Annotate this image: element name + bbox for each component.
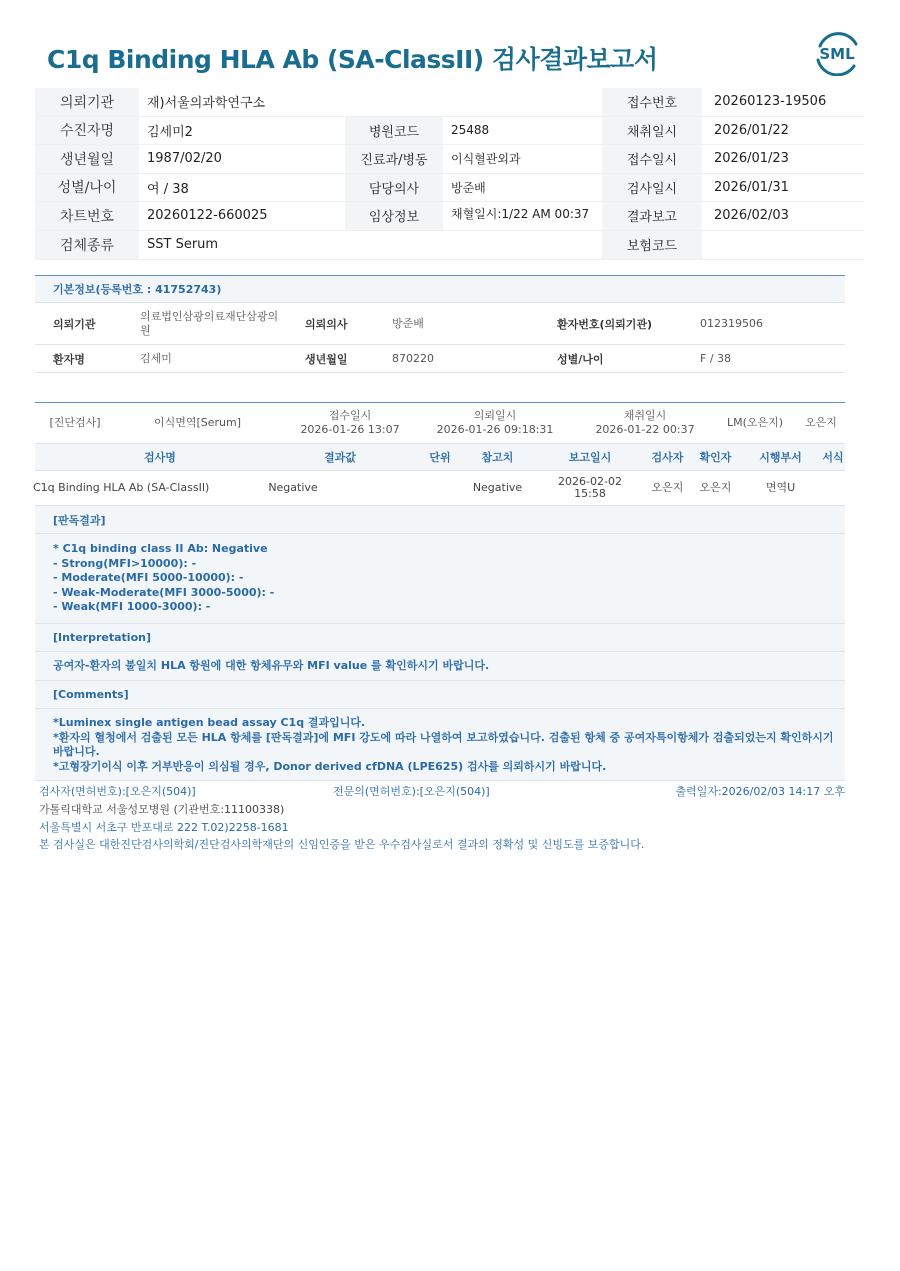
table-row: [35, 471, 845, 506]
interpretation-body: 공여자-환자의 불일치 HLA 항원에 대한 항체유무와 MFI value 를 확인하시기 바랍니다.: [35, 652, 845, 682]
cell-reference: Negative: [472, 481, 523, 494]
header-label: 의뢰기관: [35, 88, 139, 116]
header-label: 채취일시: [602, 117, 702, 145]
footer-tester: 검사자(면허번호):[오은지(504)]: [39, 785, 196, 798]
value-patient-number: 012319506: [700, 316, 763, 330]
basic-info-title: 기본정보(등록번호 : 41752743): [35, 276, 845, 303]
comment-line: *고형장기이식 이후 거부반응이 의심될 경우, Donor derived cfDNA (LPE625) 검사를 의뢰하시기 바랍니다.: [53, 759, 607, 773]
comments-title: [Comments]: [35, 681, 845, 709]
cell-tester: 오은지: [651, 481, 684, 494]
value-sex-age: F / 38: [700, 351, 732, 365]
header-label: 성별/나이: [35, 174, 139, 202]
header-value: 김세미2: [147, 124, 193, 140]
col-unit: 단위: [429, 451, 451, 464]
value-requesting-doctor: 방준배: [392, 316, 424, 330]
value-birthdate: 870220: [392, 351, 434, 365]
col-report-date: 보고일시: [568, 451, 612, 464]
header-info: [35, 88, 864, 260]
header-value: 채혈일시: 1/22 AM 00:37: [451, 207, 590, 221]
footer-specialist: 전문의(면허번호):[오은지(504)]: [333, 785, 490, 798]
header-value: 방준배: [451, 180, 486, 195]
header-value: 1987/02/20: [147, 151, 222, 167]
header-empty: [345, 88, 443, 116]
basic-info: [35, 275, 845, 373]
header-row: [35, 145, 864, 174]
collected-label: 채취일시: [623, 409, 667, 422]
label-birthdate: 생년월일: [305, 352, 348, 366]
report-title: C1q Binding HLA Ab (SA-ClassII) 검사결과보고서: [47, 45, 658, 74]
header-value: [714, 231, 864, 259]
header-label: 생년월일: [35, 145, 139, 173]
reading-line: - Weak(MFI 1000-3000): -: [53, 600, 211, 613]
requested-label: 의뢰일시: [473, 409, 517, 422]
received-datetime: [290, 403, 410, 443]
label-patient-number: 환자번호(의뢰기관): [557, 317, 653, 331]
header-value: 2026/02/03: [714, 208, 789, 224]
value-patient-name: 김세미: [140, 351, 172, 365]
header-value: 25488: [451, 123, 490, 138]
comment-line: *환자의 혈청에서 검출된 모든 HLA 항체를 [판독결과]에 MFI 강도에 따라 나열하여 보고하였습니다. 검출된 항체 중 공여자특이항체가 검출되었는지 확인하시기 바랍니다.: [53, 730, 834, 758]
header-value: 재)서울의과학연구소: [147, 96, 266, 112]
header-row: [35, 88, 864, 117]
collected-datetime: [585, 403, 705, 443]
comment-line: *Luminex single antigen bead assay C1q 결과입니다.: [53, 716, 366, 729]
header-value: SST Serum: [147, 237, 219, 252]
basic-row-2: [35, 345, 845, 373]
label-requesting-org: 의뢰기관: [53, 317, 96, 331]
reading-line: * C1q binding class II Ab: Negative: [53, 542, 268, 555]
reading-title: [판독결과]: [35, 506, 845, 534]
header-label: 수진자명: [35, 117, 139, 145]
test-info-row: [35, 403, 845, 443]
header-label: 담당의사: [345, 174, 443, 202]
cell-department: 면역U: [765, 481, 796, 494]
lm-name: 오은지: [805, 416, 837, 429]
results-column-header: [35, 443, 845, 471]
header-label: 진료과/병동: [345, 145, 443, 173]
test-department: 이식면역[Serum]: [153, 416, 242, 429]
requested-datetime: [430, 403, 560, 443]
comments-body: [35, 709, 845, 781]
header-value: 이식혈관외과: [451, 152, 521, 167]
cell-report-datetime: [555, 471, 625, 505]
col-form: 서식: [822, 451, 844, 464]
header-row: [35, 174, 864, 203]
header-label: 차트번호: [35, 202, 139, 230]
col-department: 시행부서: [759, 451, 802, 464]
label-patient-name: 환자명: [53, 352, 85, 366]
header-label: 검체종류: [35, 231, 139, 259]
header-value: [451, 88, 601, 116]
header-value: 2026/01/23: [714, 151, 789, 167]
cell-unit: [420, 471, 460, 505]
cell-result: Negative: [268, 481, 318, 494]
cell-checker: 오은지: [699, 481, 732, 494]
col-checker: 확인자: [699, 451, 732, 464]
label-sex-age: 성별/나이: [557, 352, 604, 366]
header-label: 접수일시: [602, 145, 702, 173]
received-value: 2026-01-26 13:07: [300, 423, 400, 436]
header-row: [35, 231, 864, 260]
cell-report-date: 2026-02-02: [558, 475, 622, 488]
col-test-name: 검사명: [144, 451, 176, 464]
footer-certification: 본 검사실은 대한진단검사의학회/진단검사의학재단의 신임인증을 받은 우수검사실로서 결과의 정확성 및 신빙도를 보증합니다.: [39, 838, 645, 851]
cell-report-time: 15:58: [574, 487, 606, 500]
received-label: 접수일시: [328, 409, 372, 422]
header-value: 20260122-660025: [147, 208, 268, 224]
lm-label: LM(오은지): [726, 416, 784, 429]
requested-value: 2026-01-26 09:18:31: [436, 423, 554, 436]
col-result: 결과값: [324, 451, 356, 464]
reading-line: - Strong(MFI>10000): -: [53, 556, 197, 570]
cell-test-name: C1q Binding HLA Ab (SA-ClassII): [33, 481, 210, 494]
basic-row-1: [35, 303, 845, 345]
header-label: 접수번호: [602, 88, 702, 116]
header-value: 2026/01/31: [714, 179, 789, 195]
collected-value: 2026-01-22 00:37: [595, 423, 695, 436]
cell-form: [818, 471, 848, 505]
header-row: [35, 117, 864, 146]
header-label: 보험코드: [602, 231, 702, 259]
footer-address: 서울특별시 서초구 반포대로 222 T.02)2258-1681: [39, 821, 289, 834]
header-empty: [345, 231, 443, 259]
footer-hospital: 가톨릭대학교 서울성모병원 (기관번호:11100338): [39, 803, 285, 816]
header-label: 병원코드: [345, 117, 443, 145]
header-value: 2026/01/22: [714, 122, 789, 138]
footer-printed: 출력일자:2026/02/03 14:17 오후: [675, 785, 845, 798]
header-row: [35, 202, 864, 231]
reading-line: - Weak-Moderate(MFI 3000-5000): -: [53, 585, 275, 599]
test-category: [진단검사]: [49, 416, 101, 429]
header-label: 임상정보: [345, 202, 443, 230]
reading-line: - Moderate(MFI 5000-10000): -: [53, 571, 244, 584]
interpretation-title: [Interpretation]: [35, 624, 845, 652]
sml-logo-icon: [812, 30, 862, 76]
col-tester: 검사자: [651, 451, 684, 464]
header-label: 검사일시: [602, 174, 702, 202]
test-results: [35, 402, 845, 781]
label-requesting-doctor: 의뢰의사: [305, 317, 348, 331]
header-value: 여 / 38: [147, 181, 189, 197]
header-value: 20260123-19506: [714, 94, 827, 110]
value-requesting-org: 의료법인삼광의료재단삼광의원: [140, 309, 279, 337]
col-reference: 참고치: [481, 451, 514, 464]
logo-text: SML: [819, 45, 855, 63]
reading-body: [35, 534, 845, 624]
header-label: 결과보고: [602, 202, 702, 230]
